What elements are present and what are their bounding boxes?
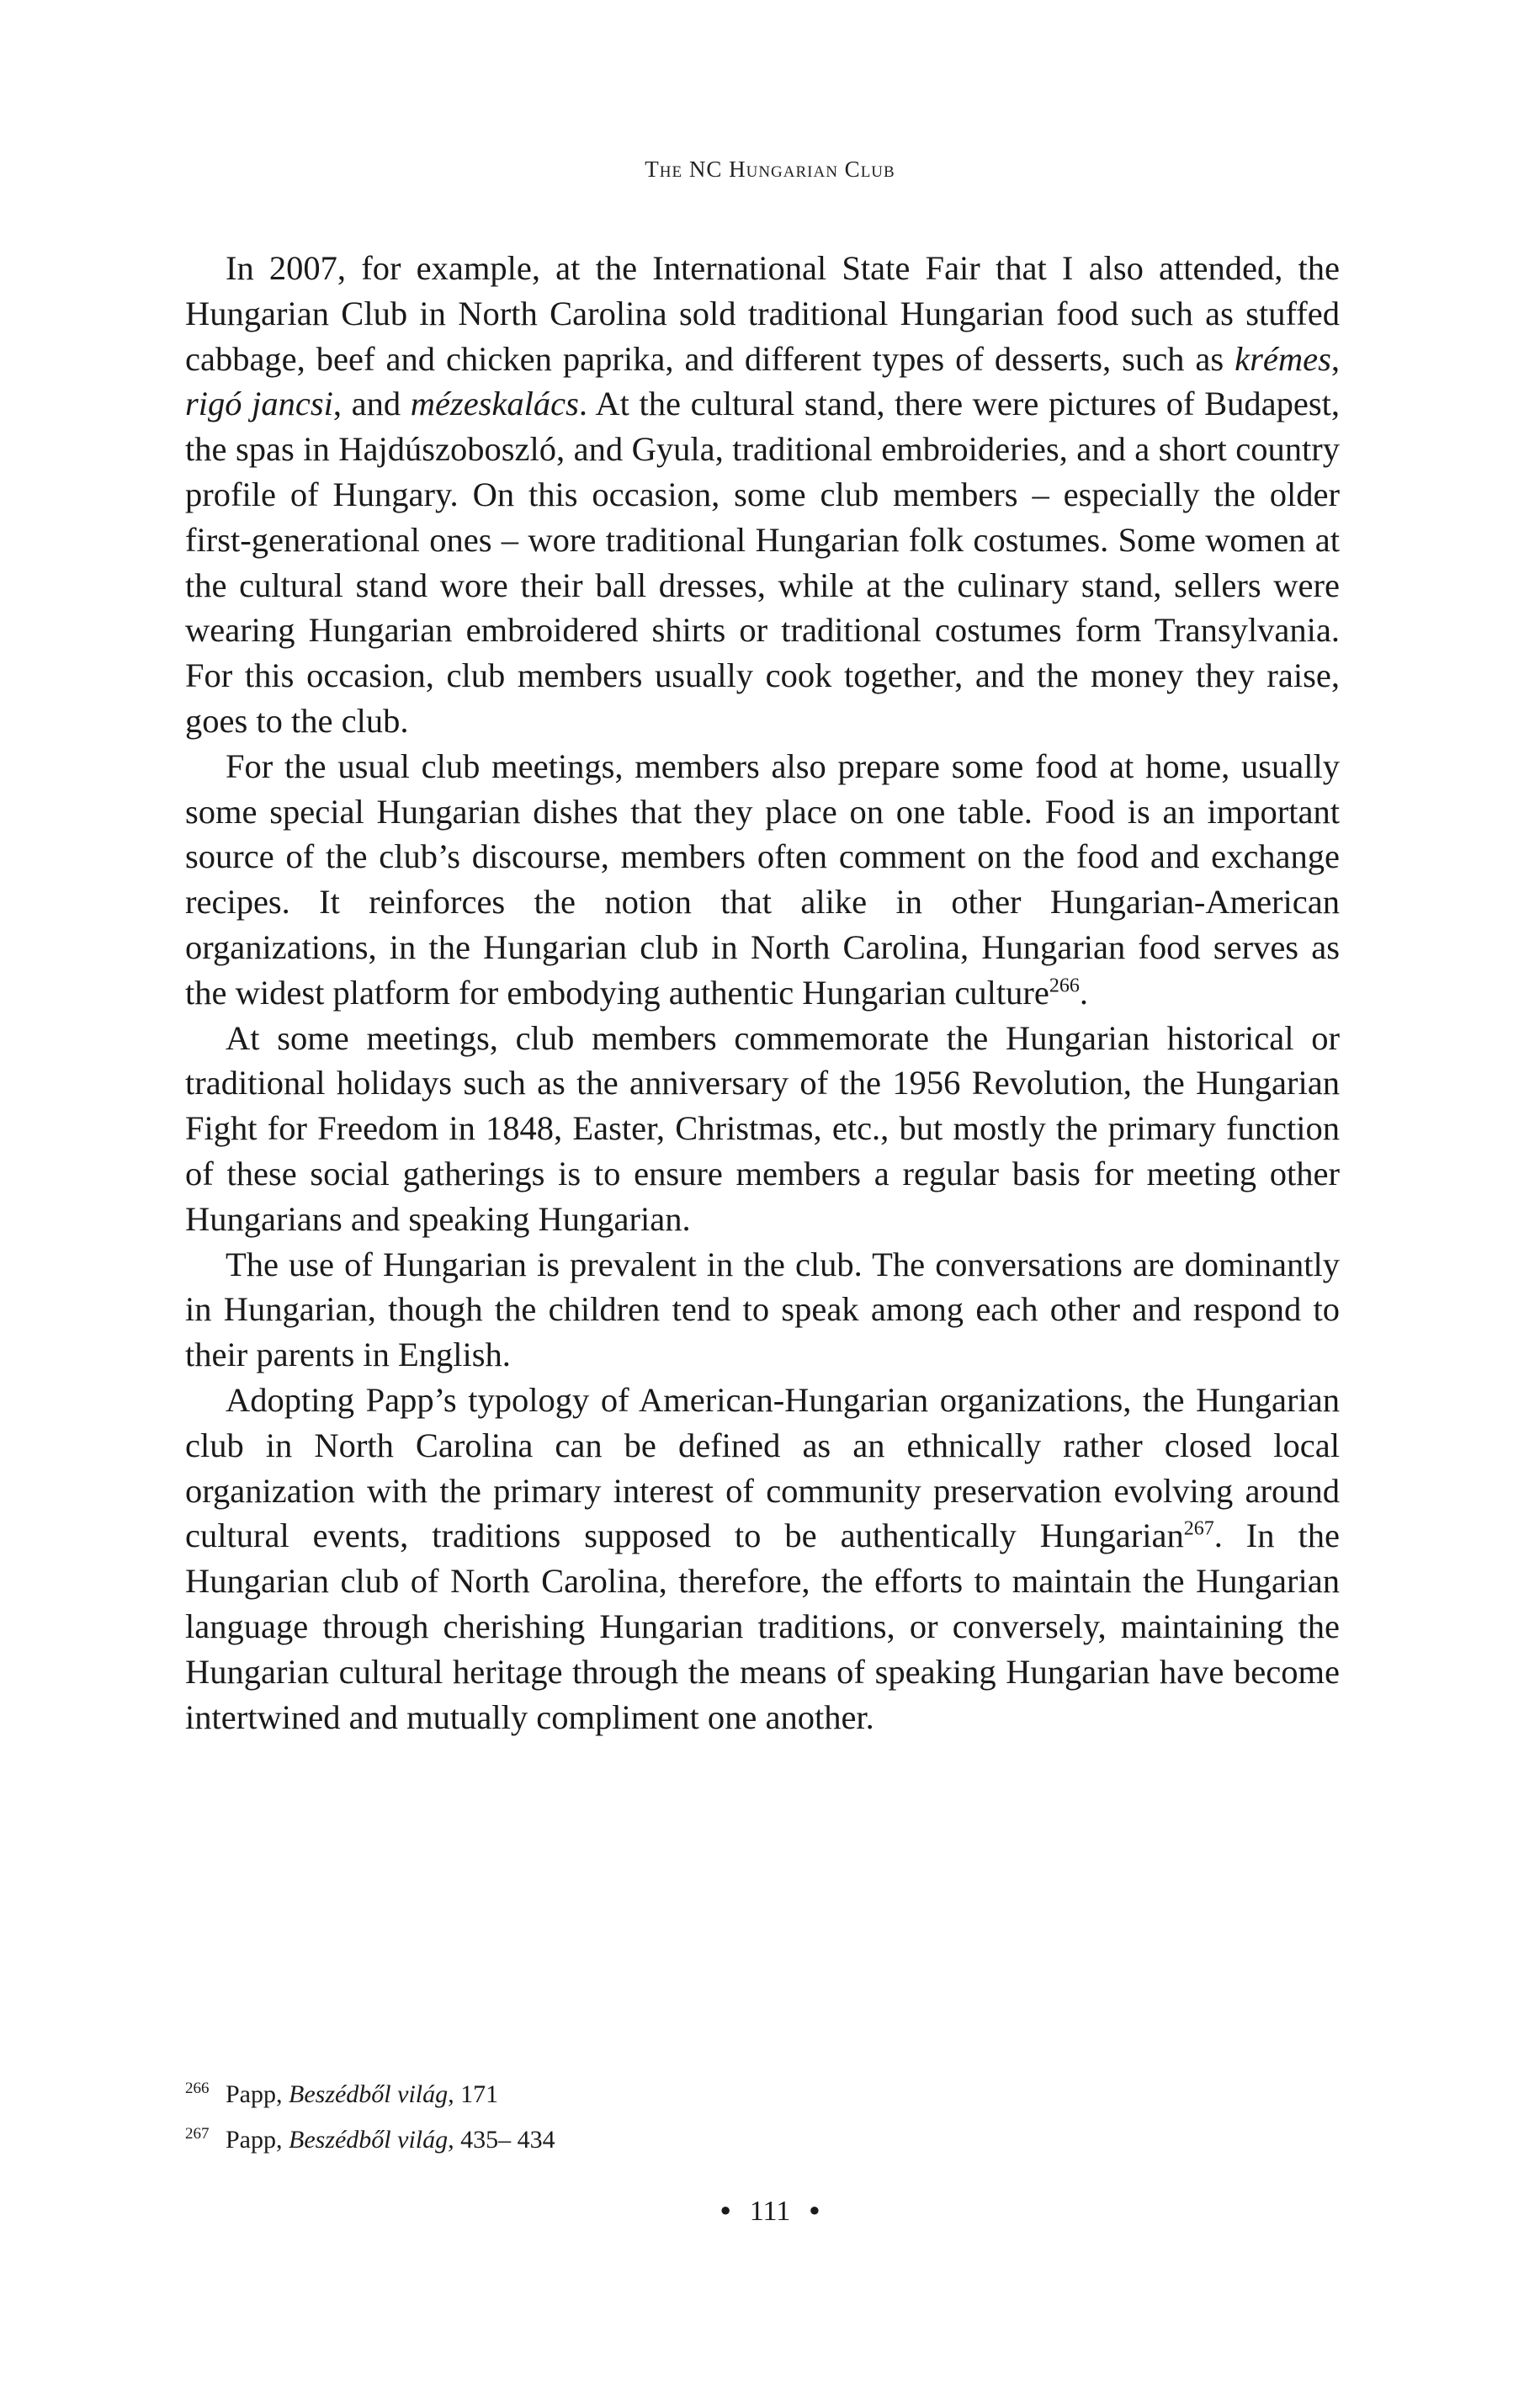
text-run: For the usual club meetings, members also prepare some food at home, usually some special Hungarian dishes that they place on one table. Food is an important source of the club’s discourse, members often comment on the food and exchange recipes. It reinforces the notion that alike in other Hungarian-American organizations, in the Hungarian club in North Carolina, Hungarian food serves as the widest platform for embodying authentic Hungarian culture [185, 746, 1340, 1012]
text-run: . In the Hungarian club of North Carolina, therefore, the efforts to maintain the Hungarian language through cherishing Hungarian traditions, or conversely, maintaining the Hungarian cultural heritage through the means of speaking Hungarian have become intertwined and mutually compliment one another. [185, 1517, 1340, 1736]
text-run: The use of Hungarian is prevalent in the club. The conversations are dominantly in Hungarian, though the children tend to speak among each other and respond to their parents in English. [185, 1245, 1340, 1374]
text-run: . [1079, 973, 1088, 1012]
page-number-text: 111 [749, 2196, 791, 2227]
text-run: Adopting Papp’s typology of American-Hungarian organizations, the Hungarian club in North Carolina can be defined as an ethnically rather closed local organization with the primary interest of community preservation evolving around cultural events, traditions supposed to be authentically Hungarian [185, 1380, 1340, 1555]
footnote-text [226, 2119, 555, 2161]
footnote-author: Papp, [226, 2126, 289, 2154]
italic-term: rigó jancsi [185, 385, 333, 423]
italic-term: krémes [1235, 339, 1331, 378]
footnote-267 [185, 2119, 1340, 2165]
paragraph-3 [185, 1016, 1340, 1242]
footnote-ref[interactable]: 266 [1049, 975, 1080, 997]
text-run: , and [332, 385, 411, 423]
main-text [185, 246, 1340, 1740]
footnote-pages: 171 [454, 2080, 499, 2108]
paragraph-4 [185, 1242, 1340, 1378]
text-run: . At the cultural stand, there were pictures of Budapest, the spas in Hajdúszoboszló, and Gyula, traditional embroideries, and a short country profile of Hungary. On this occasion, some club members – especially the older first-generational ones – wore traditional Hungarian folk costumes. Some women at the cultural stand wore their ball dresses, while at the culinary stand, sellers were wearing Hungarian embroidered shirts or traditional costumes form Transylvania. For this occasion, club members usually cook together, and the money they raise, goes to the club. [185, 385, 1340, 740]
footnote-ref[interactable]: 267 [1183, 1517, 1214, 1540]
running-head: The NC Hungarian Club [645, 157, 895, 182]
bullet-icon: ● [809, 2199, 820, 2221]
paragraph-1 [185, 246, 1340, 744]
footnote-mark: 267 [185, 2125, 210, 2143]
footnote-pages: 435– 434 [454, 2126, 555, 2154]
footnote-text [226, 2074, 498, 2116]
page-number [0, 2196, 1540, 2228]
footnotes [185, 2074, 1340, 2165]
text-run: In 2007, for example, at the International State Fair that I also attended, the Hungarian Club in North Carolina sold traditional Hungarian food such as stuffed cabbage, beef and chicken paprika, and different types of desserts, such as [185, 249, 1340, 378]
paragraph-2 [185, 744, 1340, 1016]
footnote-author: Papp, [226, 2080, 289, 2108]
footnote-title: Beszédből világ, [289, 2126, 454, 2154]
footnote-266 [185, 2074, 1340, 2119]
italic-term: mézeskalács [410, 385, 579, 423]
footnote-title: Beszédből világ, [289, 2080, 454, 2108]
footnote-mark: 266 [185, 2080, 210, 2097]
bullet-icon: ● [720, 2199, 731, 2221]
text-run: At some meetings, club members commemorate the Hungarian historical or traditional holidays such as the anniversary of the 1956 Revolution, the Hungarian Fight for Freedom in 1848, Easter, Christmas, etc., but mostly the primary function of these social gatherings is to ensure members a regular basis for meeting other Hungarians and speaking Hungarian. [185, 1018, 1340, 1238]
paragraph-5 [185, 1378, 1340, 1740]
text-run: , [1330, 339, 1340, 378]
